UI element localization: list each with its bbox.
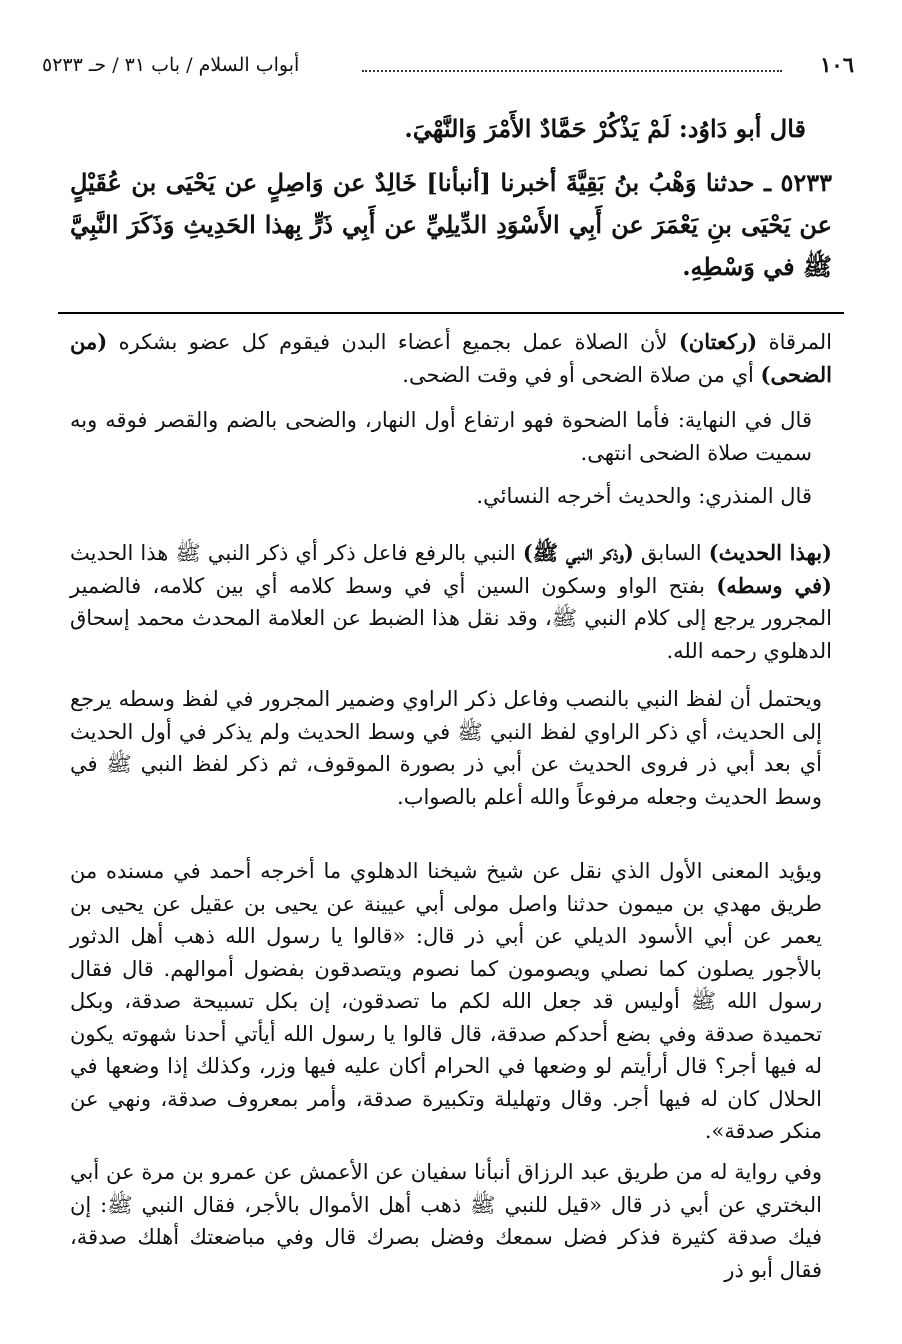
commentary-keyword: (في وسطه)	[716, 572, 832, 598]
commentary-text: السابق	[633, 541, 709, 565]
commentary-keyword: (وذكر النبي ﷺ)	[522, 540, 634, 565]
commentary-paragraph-5: ويحتمل أن لفظ النبي بالنصب وفاعل ذكر الراوي وضمير المجرور في لفظ وسطه يرجع إلى الحديث، أي ذكر الراوي لفظ النبي ﷺ في وسط الحديث ولم يذكر في أول الحديث أي بعد أبي ذر فروى الحديث عن أبي ذر بصورة الموقوف، ثم ذكر لفظ النبي ﷺ في وسط الحديث وجعله مرفوعاً والله أعلم بالصواب.	[70, 687, 822, 809]
commentary-keyword: (ركعتان)	[678, 329, 758, 354]
section-divider	[58, 312, 844, 314]
commentary-text: أي من صلاة الضحى أو في وقت الضحى.	[402, 362, 761, 387]
hadith-number: ٥٢٣٣	[780, 168, 832, 197]
commentary-paragraph-1	[70, 326, 832, 391]
commentary-keyword: (بهذا الحديث)	[708, 540, 832, 565]
commentary-text: النبي بالرفع فاعل ذكر أي ذكر النبي ﷺ هذا الحديث	[70, 541, 523, 565]
hadith-note: قال أبو دَاوُد: لَمْ يَذْكُرْ حَمَّادٌ الأَمْرَ وَالنَّهْيَ.	[404, 114, 806, 143]
hadith-text: ـ حدثنا وَهْبُ بنُ بَقِيَّةَ أخبرنا [أنبأنا] خَالِدٌ عن وَاصِلٍ عن يَحْيَى بن عُقَيْلٍ عن يَحْيَى بنِ يَعْمَرَ عن أَبِي الأَسْوَدِ الدِّيلِيِّ عن أَبِي ذَرٍّ بِهذا الحَدِيثِ وَذَكَرَ النَّبِيَّ ﷺ في وَسْطِهِ.	[70, 168, 832, 281]
page-number: ١٠٦	[820, 52, 854, 77]
page-header	[42, 52, 854, 82]
commentary-paragraph-7: وفي رواية له من طريق عبد الرزاق أنبأنا سفيان عن الأعمش عن عمرو بن مرة عن أبي البختري عن أبي ذر قال «قيل للنبي ﷺ ذهب أهل الأموال بالأجر، فقال النبي ﷺ: إن فيك صدقة كثيرة فذكر فضل سمعك وفضل بصرك قال وفي مباضعتك أهلك صدقة، فقال أبو ذر	[70, 1160, 822, 1282]
commentary-keyword: (من الضحى)	[70, 329, 832, 387]
commentary-paragraph-2: قال في النهاية: فأما الضحوة فهو ارتفاع أول النهار، والضحى بالضم والقصر فوقه وبه سميت صلاة الضحى انتهى.	[70, 408, 812, 465]
commentary-source: المرقاة	[757, 330, 832, 354]
running-title: أبواب السلام / باب ٣١ / حـ ٥٢٣٣	[42, 54, 300, 76]
commentary-text: بفتح الواو وسكون السين أي في وسط كلامه أي بين كلامه، فالضمير المجرور يرجع إلى كلام النبي ﷺ، وقد نقل هذا الضبط عن العلامة المحدث محمد إسحاق الدهلوي رحمه الله.	[70, 573, 832, 663]
commentary-paragraph-4	[70, 537, 832, 667]
hadith-5233	[70, 162, 832, 288]
header-dotted-leader	[362, 70, 782, 72]
commentary-paragraph-6: ويؤيد المعنى الأول الذي نقل عن شيخ شيخنا الدهلوي ما أخرجه أحمد في مسنده من طريق مهدي بن ميمون حدثنا واصل مولى أبي عيينة عن يحيى بن عقيل عن يحيى بن يعمر عن أبي الأسود الديلي عن أبي ذر قال: «قالوا يا رسول الله ذهب أهل الدثور بالأجور يصلون كما نصلي ويصومون كما نصوم ويتصدقون بفضول أموالهم. قال فقال رسول الله ﷺ أوليس قد جعل الله لكم ما تصدقون، إن بكل تسبيحة صدقة، وبكل تحميدة صدقة وفي بضع أحدكم صدقة، قال قالوا يا رسول الله أيأتي أحدنا شهوته يكون له فيها أجر؟ قال أرأيتم لو وضعها في الحرام أكان عليه فيها وزر، وكذلك إذا وضعها في الحلال كان له فيها أجر. وقال وتهليلة وتكبيرة صدقة، وأمر بمعروف صدقة، ونهي عن منكر صدقة».	[70, 859, 823, 1144]
commentary-text: لأن الصلاة عمل بجميع أعضاء البدن فيقوم كل عضو بشكره	[107, 330, 679, 354]
commentary-paragraph-3: قال المنذري: والحديث أخرجه النسائي.	[476, 484, 812, 508]
